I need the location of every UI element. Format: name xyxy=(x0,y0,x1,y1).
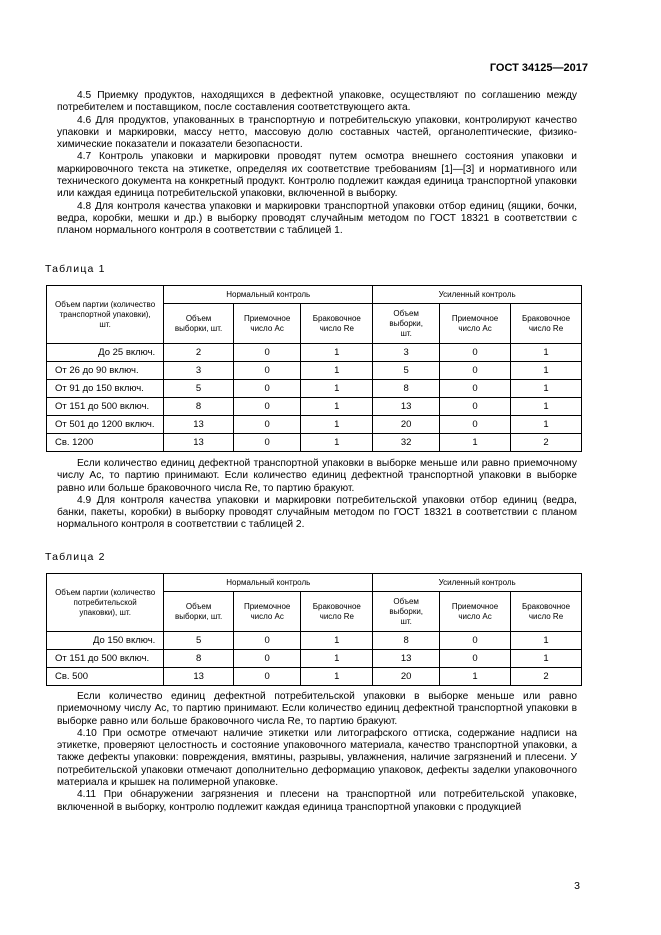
table2-sub-reject: Браковочное число Re xyxy=(301,592,373,632)
table1-col-batch: Объем партии (количество транспортной упаковки), шт. xyxy=(47,286,164,344)
table2-caption: Таблица 2 xyxy=(45,551,106,563)
table1-sub-reject-strict: Браковочное число Re xyxy=(511,304,582,344)
paragraph-4-6: 4.6 Для продуктов, упакованных в транспортную и потребительскую упаковки, контролируют качество упаковки и маркировки, массу нетто, массовую долю составных частей, органолептические, физико-химические показатели и показатели безопасности. xyxy=(57,114,577,151)
paragraph-4-5: 4.5 Приемку продуктов, находящихся в дефектной упаковке, осуществляют по соглашению между потребителем и поставщиком, после составления соответствующего акта. xyxy=(57,90,577,114)
table-2 xyxy=(46,573,582,686)
table2-sub-sample: Объем выборки, шт. xyxy=(164,592,234,632)
table1-sub-reject: Браковочное число Re xyxy=(301,304,373,344)
table-row: Св. 500 13 0 1 20 1 2 xyxy=(47,668,582,686)
table1-group-strict: Усиленный контроль xyxy=(373,286,582,304)
table-1 xyxy=(46,285,582,452)
text-block-mid xyxy=(57,458,577,532)
table2-sub-accept: Приемочное число Ас xyxy=(233,592,300,632)
paragraph-after-table1: Если количество единиц дефектной транспортной упаковки в выборке меньше или равно приемочному числу Ас, то партию принимают. Если количество единиц дефектной транспортной упаковки в выборке равно или больше браковочного числа Re, то партию бракуют. xyxy=(57,458,577,494)
page-number: 3 xyxy=(574,880,580,892)
table-row: Св. 1200 13 0 1 32 1 2 xyxy=(47,434,582,452)
paragraph-4-8: 4.8 Для контроля качества упаковки и маркировки транспортной упаковки отбор единиц (ящики, бочки, ведра, коробки, мешки и др.) в выборку проводят случайным методом по ГОСТ 18321 в соответствии с планом нормального контроля в соответствии с таблицей 1. xyxy=(57,200,577,237)
paragraph-4-10: 4.10 При осмотре отмечают наличие этикетки или литографского оттиска, содержание надписи на этикетке, проверяют целостность и состояние упаковочного материала, качество транспортной упаковки, а также дефекты упаковки: повреждения, вмятины, разрывы, увлажнения, наличие загрязнений и плесени. У потребительской упаковки отмечают дополнительно деформацию упаковок, дефекты заделки упаковочного материала и крышек на полимерной упаковке. xyxy=(57,727,577,789)
table1-group-normal: Нормальный контроль xyxy=(164,286,373,304)
table2-group-strict: Усиленный контроль xyxy=(373,574,582,592)
table-row: До 150 включ. 5 0 1 8 0 1 xyxy=(47,632,582,650)
paragraph-4-9: 4.9 Для контроля качества упаковки и маркировки потребительской упаковки отбор единиц (ведра, банки, пакеты, коробки) в выборку проводят случайным методом по ГОСТ 18321 в соответствии с планом нормального контроля в соответствии с таблицей 2. xyxy=(57,494,577,531)
table-row: От 151 до 500 включ. 8 0 1 13 0 1 xyxy=(47,398,582,416)
table1-sub-sample-strict: Объем выборки, шт. xyxy=(373,304,440,344)
table2-sub-accept-strict: Приемочное число Ас xyxy=(440,592,511,632)
table-row: От 91 до 150 включ. 5 0 1 8 0 1 xyxy=(47,380,582,398)
text-block-top xyxy=(57,90,577,238)
paragraph-4-11: 4.11 При обнаружении загрязнения и плесени на транспортной или потребительской упаковке, включенной в выборку, контролю подлежит каждая единица транспортной упаковки с продукцией xyxy=(57,789,577,813)
table2-sub-reject-strict: Браковочное число Re xyxy=(510,592,581,632)
table-row: От 501 до 1200 включ. 13 0 1 20 0 1 xyxy=(47,416,582,434)
paragraph-after-table2: Если количество единиц дефектной потребительской упаковки в выборке меньше или равно приемочному числу Ас, то партию принимают. Если количество единиц дефектной транспортной упаковки в выборке равно или больше браковочного числа Re, то партию бракуют. xyxy=(57,691,577,727)
paragraph-4-7: 4.7 Контроль упаковки и маркировки проводят путем осмотра внешнего состояния упаковки и маркировочного текста на этикетке, определяя их соответствие требованиям [1]—[3] и нормативного или технического документа на конкретный продукт. Контролю подлежит каждая единица транспортной упаковки или каждая единица потребительской упаковки, включенной в выборку. xyxy=(57,151,577,200)
table2-group-normal: Нормальный контроль xyxy=(164,574,373,592)
table-row: От 151 до 500 включ. 8 0 1 13 0 1 xyxy=(47,650,582,668)
table1-sub-accept: Приемочное число Ас xyxy=(233,304,300,344)
table2-sub-sample-strict: Объем выборки, шт. xyxy=(373,592,440,632)
table2-col-batch: Объем партии (количество потребительской упаковки), шт. xyxy=(47,574,164,632)
table1-caption: Таблица 1 xyxy=(45,263,106,275)
table1-sub-sample: Объем выборки, шт. xyxy=(164,304,234,344)
table1-sub-accept-strict: Приемочное число Ас xyxy=(440,304,511,344)
table-row: От 26 до 90 включ. 3 0 1 5 0 1 xyxy=(47,362,582,380)
table-row: До 25 включ. 2 0 1 3 0 1 xyxy=(47,344,582,362)
text-block-bottom xyxy=(57,691,577,814)
standard-header: ГОСТ 34125—2017 xyxy=(489,62,588,74)
